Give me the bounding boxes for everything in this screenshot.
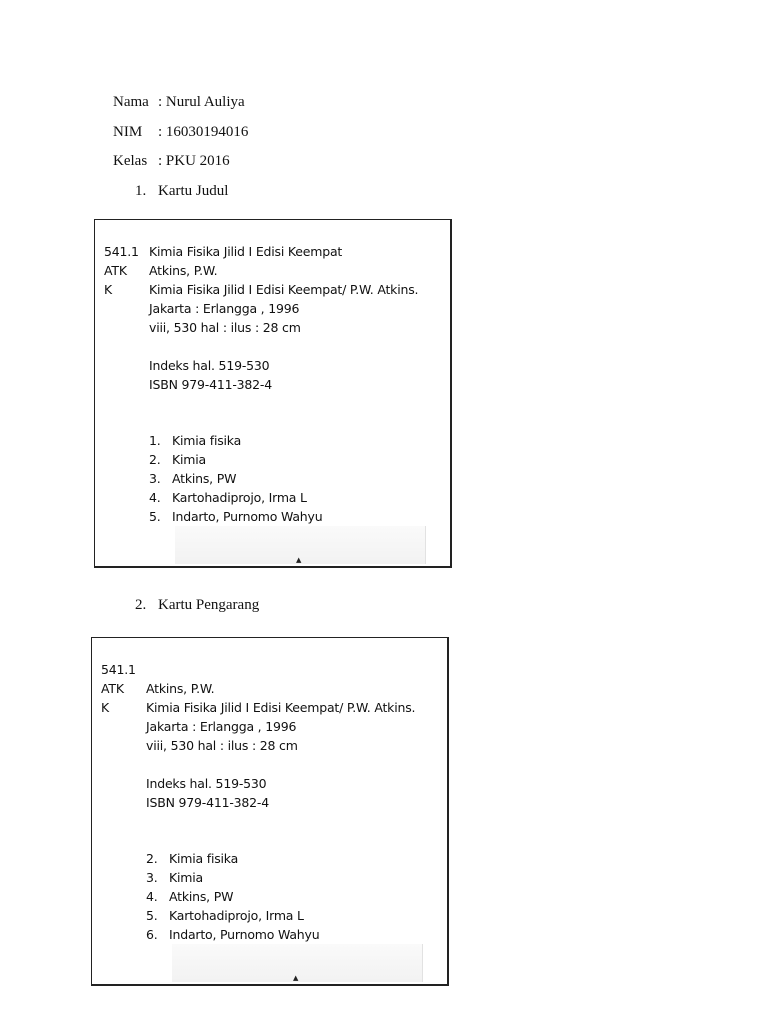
- card-title-heading: Kimia Fisika Jilid I Edisi Keempat: [149, 244, 343, 259]
- call-number-title: K: [104, 282, 112, 297]
- kelas-row: [113, 152, 230, 170]
- tracing-item: 2. Kimia fisika: [146, 851, 239, 866]
- tracing-item: 3. Kimia: [146, 870, 203, 885]
- card-publication: Jakarta : Erlangga , 1996: [146, 719, 297, 734]
- name-value: : Nurul Auliya: [158, 94, 245, 110]
- section-title-text: Kartu Pengarang: [158, 597, 260, 613]
- tracing-item: 6. Indarto, Purnomo Wahyu: [146, 927, 320, 942]
- call-number-class: 541.1: [104, 244, 139, 259]
- card-publication: Jakarta : Erlangga , 1996: [149, 301, 300, 316]
- card-index-note: Indeks hal. 519-530: [146, 776, 267, 791]
- card-author: Atkins, P.W.: [149, 263, 218, 278]
- card-title-statement: Kimia Fisika Jilid I Edisi Keempat/ P.W. Atkins.: [146, 700, 416, 715]
- name-row: [113, 93, 245, 111]
- tracing-item: 1. Kimia fisika: [149, 433, 242, 448]
- section-title-kartu-pengarang: [135, 596, 259, 614]
- call-number-class: 541.1: [101, 662, 136, 677]
- triangle-marker-icon: ▲: [296, 556, 302, 564]
- card-author: Atkins, P.W.: [146, 681, 215, 696]
- call-number-title: K: [101, 700, 109, 715]
- tracing-item: 4. Atkins, PW: [146, 889, 234, 904]
- tracing-item: 3. Atkins, PW: [149, 471, 237, 486]
- card-isbn: ISBN 979-411-382-4: [146, 795, 269, 810]
- section-number: 1.: [135, 183, 147, 199]
- card-index-note: Indeks hal. 519-530: [149, 358, 270, 373]
- tracing-item: 2. Kimia: [149, 452, 206, 467]
- name-label: Nama: [113, 94, 149, 110]
- section-title-kartu-judul: [135, 182, 228, 200]
- section-number: 2.: [135, 597, 147, 613]
- triangle-marker-icon: ▲: [293, 974, 299, 982]
- nim-row: [113, 123, 248, 141]
- kelas-value: : PKU 2016: [158, 153, 230, 169]
- card-collation: viii, 530 hal : ilus : 28 cm: [146, 738, 298, 753]
- card-title-statement: Kimia Fisika Jilid I Edisi Keempat/ P.W. Atkins.: [149, 282, 419, 297]
- tracing-item: 4. Kartohadiprojo, Irma L: [149, 490, 307, 505]
- call-number-author: ATK: [104, 263, 127, 278]
- section-title-text: Kartu Judul: [158, 183, 229, 199]
- kelas-label: Kelas: [113, 153, 148, 169]
- catalog-card-title: [94, 219, 452, 568]
- call-number-author: ATK: [101, 681, 124, 696]
- tracing-item: 5. Indarto, Purnomo Wahyu: [149, 509, 323, 524]
- tracing-item: 5. Kartohadiprojo, Irma L: [146, 908, 304, 923]
- nim-label: NIM: [113, 124, 143, 140]
- nim-value: : 16030194016: [158, 124, 249, 140]
- catalog-card-author: [91, 637, 449, 986]
- card-isbn: ISBN 979-411-382-4: [149, 377, 272, 392]
- card-collation: viii, 530 hal : ilus : 28 cm: [149, 320, 301, 335]
